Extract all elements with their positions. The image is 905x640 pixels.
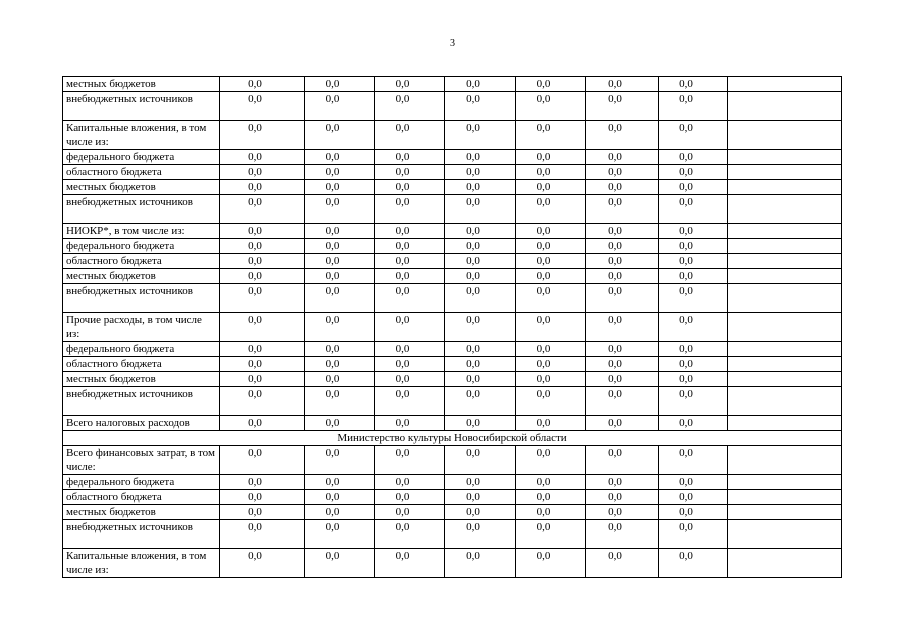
- value-cell: 0,0: [586, 224, 659, 239]
- value-cell: 0,0: [375, 121, 445, 150]
- value-cell: 0,0: [445, 165, 516, 180]
- value-cell: 0,0: [445, 239, 516, 254]
- value-cell: [728, 357, 842, 372]
- value-cell: 0,0: [445, 313, 516, 342]
- value-cell: 0,0: [305, 224, 375, 239]
- value-cell: 0,0: [586, 505, 659, 520]
- row-label: местных бюджетов: [63, 269, 220, 284]
- value-cell: 0,0: [586, 254, 659, 269]
- value-cell: 0,0: [516, 121, 586, 150]
- table-row: [63, 254, 842, 269]
- value-cell: 0,0: [445, 284, 516, 313]
- value-cell: [728, 284, 842, 313]
- value-cell: 0,0: [586, 239, 659, 254]
- row-label: федерального бюджета: [63, 475, 220, 490]
- value-cell: 0,0: [375, 387, 445, 416]
- value-cell: 0,0: [445, 372, 516, 387]
- value-cell: [728, 165, 842, 180]
- value-cell: 0,0: [586, 92, 659, 121]
- value-cell: [728, 121, 842, 150]
- value-cell: 0,0: [445, 549, 516, 578]
- value-cell: [728, 416, 842, 431]
- table-row: [63, 446, 842, 475]
- value-cell: 0,0: [659, 150, 728, 165]
- value-cell: 0,0: [220, 313, 305, 342]
- value-cell: 0,0: [659, 416, 728, 431]
- value-cell: 0,0: [305, 284, 375, 313]
- value-cell: 0,0: [305, 121, 375, 150]
- value-cell: 0,0: [659, 475, 728, 490]
- value-cell: [728, 520, 842, 549]
- row-label: федерального бюджета: [63, 342, 220, 357]
- row-label: внебюджетных источников: [63, 387, 220, 416]
- value-cell: 0,0: [659, 92, 728, 121]
- value-cell: 0,0: [445, 357, 516, 372]
- value-cell: 0,0: [516, 446, 586, 475]
- value-cell: 0,0: [516, 269, 586, 284]
- value-cell: 0,0: [220, 254, 305, 269]
- value-cell: [728, 313, 842, 342]
- value-cell: 0,0: [586, 284, 659, 313]
- value-cell: 0,0: [375, 77, 445, 92]
- value-cell: 0,0: [445, 475, 516, 490]
- value-cell: 0,0: [445, 520, 516, 549]
- value-cell: 0,0: [375, 372, 445, 387]
- value-cell: 0,0: [586, 165, 659, 180]
- value-cell: 0,0: [516, 195, 586, 224]
- value-cell: 0,0: [445, 180, 516, 195]
- budget-table: [62, 76, 842, 578]
- value-cell: 0,0: [305, 357, 375, 372]
- value-cell: 0,0: [220, 372, 305, 387]
- value-cell: 0,0: [375, 549, 445, 578]
- value-cell: 0,0: [659, 490, 728, 505]
- value-cell: 0,0: [516, 180, 586, 195]
- value-cell: 0,0: [445, 92, 516, 121]
- value-cell: 0,0: [375, 165, 445, 180]
- value-cell: 0,0: [305, 475, 375, 490]
- value-cell: 0,0: [586, 195, 659, 224]
- value-cell: 0,0: [445, 416, 516, 431]
- value-cell: [728, 180, 842, 195]
- table-row: [63, 239, 842, 254]
- value-cell: 0,0: [516, 239, 586, 254]
- value-cell: 0,0: [375, 520, 445, 549]
- table-row: [63, 165, 842, 180]
- value-cell: 0,0: [586, 342, 659, 357]
- value-cell: 0,0: [375, 195, 445, 224]
- table-row: [63, 520, 842, 549]
- value-cell: 0,0: [305, 92, 375, 121]
- value-cell: 0,0: [516, 372, 586, 387]
- table-row: [63, 372, 842, 387]
- value-cell: 0,0: [375, 239, 445, 254]
- value-cell: 0,0: [220, 387, 305, 416]
- value-cell: 0,0: [659, 372, 728, 387]
- table-row: [63, 195, 842, 224]
- value-cell: [728, 254, 842, 269]
- value-cell: 0,0: [516, 520, 586, 549]
- value-cell: 0,0: [220, 121, 305, 150]
- row-label: местных бюджетов: [63, 77, 220, 92]
- value-cell: [728, 239, 842, 254]
- value-cell: 0,0: [305, 520, 375, 549]
- value-cell: 0,0: [375, 150, 445, 165]
- value-cell: 0,0: [516, 77, 586, 92]
- value-cell: 0,0: [445, 446, 516, 475]
- value-cell: [728, 150, 842, 165]
- row-label: внебюджетных источников: [63, 92, 220, 121]
- value-cell: 0,0: [375, 505, 445, 520]
- value-cell: 0,0: [220, 239, 305, 254]
- value-cell: 0,0: [375, 475, 445, 490]
- value-cell: 0,0: [445, 224, 516, 239]
- value-cell: 0,0: [305, 490, 375, 505]
- value-cell: 0,0: [375, 342, 445, 357]
- value-cell: 0,0: [586, 121, 659, 150]
- value-cell: [728, 549, 842, 578]
- value-cell: 0,0: [516, 224, 586, 239]
- value-cell: 0,0: [586, 313, 659, 342]
- value-cell: 0,0: [220, 446, 305, 475]
- value-cell: 0,0: [659, 239, 728, 254]
- row-label: Капитальные вложения, в том числе из:: [63, 549, 220, 578]
- value-cell: 0,0: [375, 284, 445, 313]
- row-label: областного бюджета: [63, 254, 220, 269]
- value-cell: 0,0: [305, 387, 375, 416]
- table-body: [63, 77, 842, 578]
- value-cell: 0,0: [659, 313, 728, 342]
- value-cell: 0,0: [375, 357, 445, 372]
- row-label: внебюджетных источников: [63, 520, 220, 549]
- value-cell: 0,0: [375, 92, 445, 121]
- row-label: Всего финансовых затрат, в том числе:: [63, 446, 220, 475]
- value-cell: 0,0: [220, 150, 305, 165]
- value-cell: 0,0: [220, 416, 305, 431]
- value-cell: 0,0: [445, 490, 516, 505]
- table-row: [63, 313, 842, 342]
- value-cell: 0,0: [445, 505, 516, 520]
- value-cell: [728, 92, 842, 121]
- table-row: [63, 284, 842, 313]
- value-cell: [728, 372, 842, 387]
- section-title: Министерство культуры Новосибирской области: [63, 431, 842, 446]
- value-cell: 0,0: [659, 446, 728, 475]
- row-label: местных бюджетов: [63, 180, 220, 195]
- table-row: [63, 357, 842, 372]
- value-cell: 0,0: [516, 549, 586, 578]
- value-cell: 0,0: [445, 342, 516, 357]
- value-cell: 0,0: [586, 446, 659, 475]
- value-cell: 0,0: [659, 342, 728, 357]
- value-cell: 0,0: [445, 387, 516, 416]
- value-cell: 0,0: [305, 269, 375, 284]
- value-cell: 0,0: [375, 446, 445, 475]
- table-row: [63, 121, 842, 150]
- value-cell: 0,0: [220, 269, 305, 284]
- value-cell: 0,0: [375, 224, 445, 239]
- value-cell: [728, 475, 842, 490]
- value-cell: 0,0: [305, 505, 375, 520]
- value-cell: 0,0: [220, 77, 305, 92]
- section-header-row: [63, 431, 842, 446]
- table-row: [63, 180, 842, 195]
- value-cell: 0,0: [516, 150, 586, 165]
- value-cell: 0,0: [516, 254, 586, 269]
- row-label: Всего налоговых расходов: [63, 416, 220, 431]
- value-cell: 0,0: [305, 150, 375, 165]
- row-label: областного бюджета: [63, 165, 220, 180]
- value-cell: 0,0: [586, 520, 659, 549]
- value-cell: [728, 342, 842, 357]
- value-cell: 0,0: [220, 224, 305, 239]
- value-cell: 0,0: [586, 549, 659, 578]
- row-label: Капитальные вложения, в том числе из:: [63, 121, 220, 150]
- value-cell: [728, 446, 842, 475]
- table-row: [63, 387, 842, 416]
- value-cell: 0,0: [305, 239, 375, 254]
- value-cell: 0,0: [586, 269, 659, 284]
- value-cell: 0,0: [305, 165, 375, 180]
- value-cell: 0,0: [659, 165, 728, 180]
- table-row: [63, 77, 842, 92]
- value-cell: 0,0: [220, 549, 305, 578]
- value-cell: 0,0: [659, 357, 728, 372]
- row-label: Прочие расходы, в том числе из:: [63, 313, 220, 342]
- value-cell: 0,0: [659, 77, 728, 92]
- value-cell: 0,0: [586, 387, 659, 416]
- value-cell: 0,0: [586, 490, 659, 505]
- value-cell: 0,0: [659, 505, 728, 520]
- table-row: [63, 269, 842, 284]
- value-cell: 0,0: [516, 416, 586, 431]
- value-cell: 0,0: [305, 416, 375, 431]
- value-cell: 0,0: [516, 313, 586, 342]
- row-label: местных бюджетов: [63, 372, 220, 387]
- table-row: [63, 549, 842, 578]
- value-cell: 0,0: [220, 505, 305, 520]
- page-number: 3: [450, 38, 455, 49]
- value-cell: [728, 269, 842, 284]
- value-cell: 0,0: [305, 446, 375, 475]
- value-cell: 0,0: [305, 549, 375, 578]
- value-cell: 0,0: [305, 77, 375, 92]
- value-cell: 0,0: [220, 165, 305, 180]
- value-cell: [728, 505, 842, 520]
- row-label: областного бюджета: [63, 357, 220, 372]
- value-cell: 0,0: [220, 520, 305, 549]
- value-cell: 0,0: [659, 254, 728, 269]
- value-cell: 0,0: [516, 284, 586, 313]
- value-cell: 0,0: [659, 520, 728, 549]
- value-cell: 0,0: [516, 505, 586, 520]
- value-cell: 0,0: [586, 475, 659, 490]
- value-cell: 0,0: [659, 387, 728, 416]
- value-cell: 0,0: [220, 342, 305, 357]
- value-cell: 0,0: [659, 195, 728, 224]
- value-cell: [728, 387, 842, 416]
- value-cell: 0,0: [375, 313, 445, 342]
- value-cell: 0,0: [220, 475, 305, 490]
- table-row: [63, 505, 842, 520]
- value-cell: 0,0: [445, 121, 516, 150]
- row-label: НИОКР*, в том числе из:: [63, 224, 220, 239]
- value-cell: 0,0: [659, 549, 728, 578]
- value-cell: 0,0: [445, 269, 516, 284]
- table-row: [63, 490, 842, 505]
- value-cell: 0,0: [220, 92, 305, 121]
- value-cell: 0,0: [220, 490, 305, 505]
- value-cell: [728, 224, 842, 239]
- value-cell: 0,0: [375, 254, 445, 269]
- value-cell: 0,0: [516, 357, 586, 372]
- value-cell: 0,0: [516, 475, 586, 490]
- table-row: [63, 342, 842, 357]
- value-cell: 0,0: [220, 180, 305, 195]
- value-cell: 0,0: [375, 416, 445, 431]
- value-cell: 0,0: [586, 372, 659, 387]
- value-cell: 0,0: [445, 195, 516, 224]
- value-cell: 0,0: [516, 342, 586, 357]
- value-cell: 0,0: [220, 195, 305, 224]
- value-cell: 0,0: [445, 150, 516, 165]
- value-cell: 0,0: [305, 195, 375, 224]
- table-row: [63, 416, 842, 431]
- value-cell: 0,0: [516, 165, 586, 180]
- value-cell: 0,0: [516, 387, 586, 416]
- value-cell: [728, 77, 842, 92]
- row-label: местных бюджетов: [63, 505, 220, 520]
- value-cell: 0,0: [220, 357, 305, 372]
- value-cell: 0,0: [445, 254, 516, 269]
- value-cell: 0,0: [659, 269, 728, 284]
- value-cell: 0,0: [659, 284, 728, 313]
- row-label: внебюджетных источников: [63, 195, 220, 224]
- table-row: [63, 475, 842, 490]
- value-cell: 0,0: [305, 342, 375, 357]
- value-cell: 0,0: [516, 490, 586, 505]
- value-cell: 0,0: [305, 180, 375, 195]
- value-cell: 0,0: [305, 372, 375, 387]
- value-cell: 0,0: [659, 180, 728, 195]
- value-cell: 0,0: [586, 150, 659, 165]
- value-cell: 0,0: [659, 224, 728, 239]
- value-cell: 0,0: [586, 416, 659, 431]
- value-cell: 0,0: [516, 92, 586, 121]
- value-cell: 0,0: [586, 77, 659, 92]
- value-cell: 0,0: [375, 180, 445, 195]
- value-cell: [728, 195, 842, 224]
- row-label: федерального бюджета: [63, 150, 220, 165]
- row-label: областного бюджета: [63, 490, 220, 505]
- row-label: федерального бюджета: [63, 239, 220, 254]
- value-cell: 0,0: [586, 357, 659, 372]
- value-cell: 0,0: [375, 269, 445, 284]
- value-cell: 0,0: [305, 254, 375, 269]
- table-row: [63, 150, 842, 165]
- value-cell: 0,0: [586, 180, 659, 195]
- value-cell: 0,0: [445, 77, 516, 92]
- table-row: [63, 92, 842, 121]
- table-row: [63, 224, 842, 239]
- value-cell: [728, 490, 842, 505]
- value-cell: 0,0: [220, 284, 305, 313]
- row-label: внебюджетных источников: [63, 284, 220, 313]
- value-cell: 0,0: [659, 121, 728, 150]
- value-cell: 0,0: [305, 313, 375, 342]
- value-cell: 0,0: [375, 490, 445, 505]
